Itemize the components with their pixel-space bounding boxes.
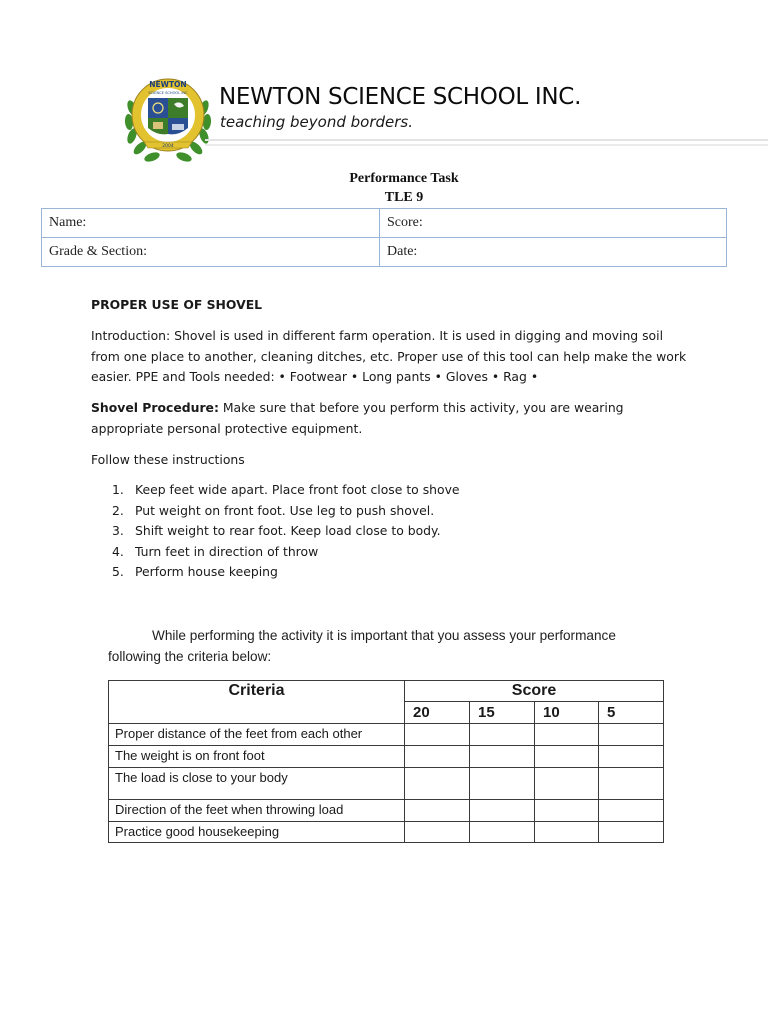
score-field[interactable] bbox=[380, 209, 727, 238]
criterion-cell: Proper distance of the feet from each other bbox=[109, 724, 405, 746]
assessment-prompt-continued: following the criteria below: bbox=[108, 649, 272, 664]
school-name: NEWTON SCIENCE SCHOOL INC. bbox=[219, 84, 582, 110]
criteria-header: Criteria bbox=[109, 681, 405, 724]
section-heading: PROPER USE OF SHOVEL bbox=[91, 297, 263, 312]
score-column-10: 10 bbox=[535, 702, 599, 724]
score-column-20: 20 bbox=[405, 702, 470, 724]
introduction-paragraph bbox=[91, 326, 691, 388]
instructions-lead: Follow these instructions bbox=[91, 452, 245, 467]
name-field[interactable] bbox=[42, 209, 380, 238]
introduction-text: Shovel is used in different farm operation. It is used in digging and moving soil from one place to another, cleaning ditches, etc. Proper use of this tool can help make the work easier. PPE and Tools needed: • Footwear • Long pants • Gloves • Rag • bbox=[91, 328, 687, 385]
step-number: 3. bbox=[112, 523, 124, 539]
score-cell[interactable] bbox=[599, 822, 664, 843]
table-row bbox=[109, 768, 664, 800]
score-cell[interactable] bbox=[599, 746, 664, 768]
table-row bbox=[42, 209, 727, 238]
step-number: 1. bbox=[112, 482, 124, 497]
list-item bbox=[108, 480, 460, 501]
score-cell[interactable] bbox=[599, 768, 664, 800]
step-number: 2. bbox=[112, 502, 124, 518]
subject-title: TLE 9 bbox=[384, 190, 424, 205]
instruction-steps bbox=[108, 480, 460, 583]
header-divider-shadow bbox=[205, 144, 768, 146]
score-cell[interactable] bbox=[535, 768, 599, 800]
student-info-table bbox=[41, 208, 727, 267]
criterion-cell: Direction of the feet when throwing load bbox=[109, 800, 405, 822]
document-title: Performance Task bbox=[349, 171, 459, 186]
school-tagline: teaching beyond borders. bbox=[220, 113, 413, 131]
grade-section-label: Grade & Section: bbox=[49, 244, 147, 259]
procedure-label: Shovel Procedure: bbox=[91, 400, 219, 415]
score-cell[interactable] bbox=[470, 800, 535, 822]
table-header-row bbox=[109, 681, 664, 702]
school-logo bbox=[118, 68, 218, 168]
step-number: 5. bbox=[112, 564, 124, 580]
logo-ring-text: NEWTON bbox=[149, 80, 187, 89]
list-item bbox=[108, 542, 460, 563]
score-cell[interactable] bbox=[470, 822, 535, 843]
score-cell[interactable] bbox=[470, 768, 535, 800]
score-cell[interactable] bbox=[535, 746, 599, 768]
step-text: Put weight on front foot. Use leg to push shovel. bbox=[135, 502, 435, 518]
logo-year: 2004 bbox=[162, 144, 174, 149]
score-cell[interactable] bbox=[535, 822, 599, 843]
list-item bbox=[108, 501, 460, 522]
list-item bbox=[108, 562, 460, 583]
criterion-cell: The load is close to your body bbox=[109, 768, 405, 800]
date-field[interactable] bbox=[380, 238, 727, 267]
score-column-5: 5 bbox=[599, 702, 664, 724]
criterion-cell: Practice good housekeeping bbox=[109, 822, 405, 843]
table-row bbox=[109, 800, 664, 822]
table-row bbox=[109, 822, 664, 843]
score-header: Score bbox=[405, 681, 664, 702]
score-cell[interactable] bbox=[535, 724, 599, 746]
score-cell[interactable] bbox=[405, 768, 470, 800]
step-text: Keep feet wide apart. Place front foot close to shove bbox=[135, 482, 460, 497]
score-column-15: 15 bbox=[470, 702, 535, 724]
score-cell[interactable] bbox=[470, 746, 535, 768]
table-row bbox=[109, 724, 664, 746]
score-cell[interactable] bbox=[405, 822, 470, 843]
logo-ring-subtext: SCIENCE SCHOOL INC bbox=[148, 91, 188, 95]
header-divider bbox=[205, 139, 768, 141]
criterion-cell: The weight is on front foot bbox=[109, 746, 405, 768]
introduction-label: Introduction: bbox=[91, 328, 171, 343]
score-cell[interactable] bbox=[535, 800, 599, 822]
assessment-prompt: While performing the activity it is important that you assess your performance bbox=[152, 628, 616, 643]
list-item bbox=[108, 521, 460, 542]
date-label: Date: bbox=[387, 244, 418, 259]
score-label: Score: bbox=[387, 215, 423, 230]
criteria-table bbox=[108, 680, 664, 843]
name-label: Name: bbox=[49, 215, 87, 230]
grade-section-field[interactable] bbox=[42, 238, 380, 267]
score-cell[interactable] bbox=[599, 800, 664, 822]
step-number: 4. bbox=[112, 543, 124, 559]
score-cell[interactable] bbox=[470, 724, 535, 746]
score-cell[interactable] bbox=[599, 724, 664, 746]
step-text: Turn feet in direction of throw bbox=[135, 543, 319, 559]
table-row bbox=[42, 238, 727, 267]
score-cell[interactable] bbox=[405, 800, 470, 822]
score-cell[interactable] bbox=[405, 746, 470, 768]
step-text: Shift weight to rear foot. Keep load close to body. bbox=[135, 523, 441, 539]
table-row bbox=[109, 746, 664, 768]
procedure-paragraph bbox=[91, 398, 691, 439]
score-cell[interactable] bbox=[405, 724, 470, 746]
procedure-text: Make sure that before you perform this activity, you are wearing appropriate personal protective equipment. bbox=[91, 400, 624, 436]
step-text: Perform house keeping bbox=[135, 564, 278, 580]
